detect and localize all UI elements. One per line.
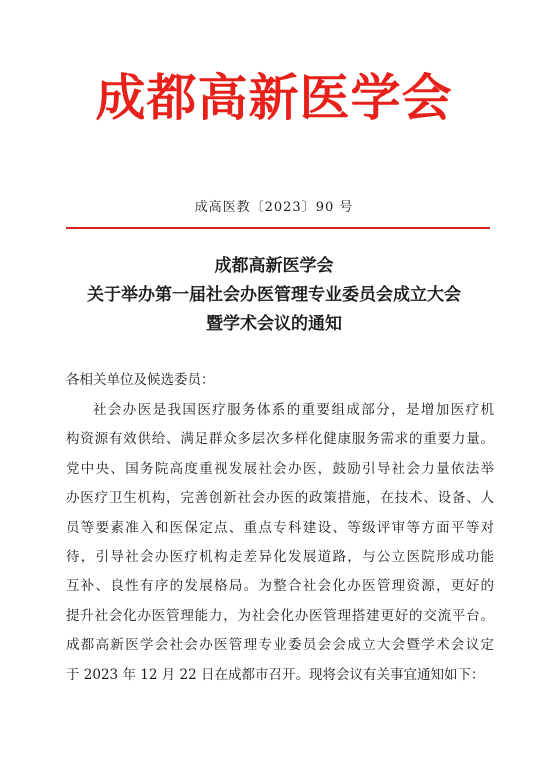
masthead-title: 成都高新医学会 [95, 68, 453, 127]
body-paragraph [66, 401, 494, 695]
body-line: 于 2023 年 12 月 22 日在成都市召开。现将会议有关事宜通知如下： [66, 666, 485, 683]
red-separator-line [66, 227, 490, 229]
body-line: 待，引导社会办医疗机构走差异化发展道路，与公立医院形成功能 [66, 548, 494, 565]
body-line: 互补、良性有序的发展格局。为整合社会化办医管理资源，更好的 [66, 578, 494, 595]
body-line: 成都高新医学会社会办医管理专业委员会会成立大会暨学术会议定 [66, 637, 494, 654]
body-line: 构资源有效供给、满足群众多层次多样化健康服务需求的重要力量。 [66, 431, 494, 448]
title-line-3: 暨学术会议的通知 [206, 314, 342, 334]
notice-title [0, 252, 548, 339]
body-line: 社会办医是我国医疗服务体系的重要组成部分，是增加医疗机 [93, 402, 494, 418]
title-line-2: 关于举办第一届社会办医管理专业委员会成立大会 [87, 285, 461, 305]
body-line: 提升社会化办医管理能力，为社会化办医管理搭建更好的交流平台。 [66, 607, 494, 624]
body-line: 办医疗卫生机构，完善创新社会办医的政策措施，在技术、设备、人 [66, 490, 494, 507]
title-line-1: 成都高新医学会 [214, 256, 334, 276]
document-number: 成高医教〔2023〕90 号 [194, 200, 354, 215]
body-line: 党中央、国务院高度重视发展社会办医，鼓励引导社会力量依法举 [66, 460, 494, 477]
salutation: 各相关单位及候选委员： [66, 372, 215, 388]
body-line: 员等要素准入和医保定点、重点专科建设、等级评审等方面平等对 [66, 519, 494, 536]
